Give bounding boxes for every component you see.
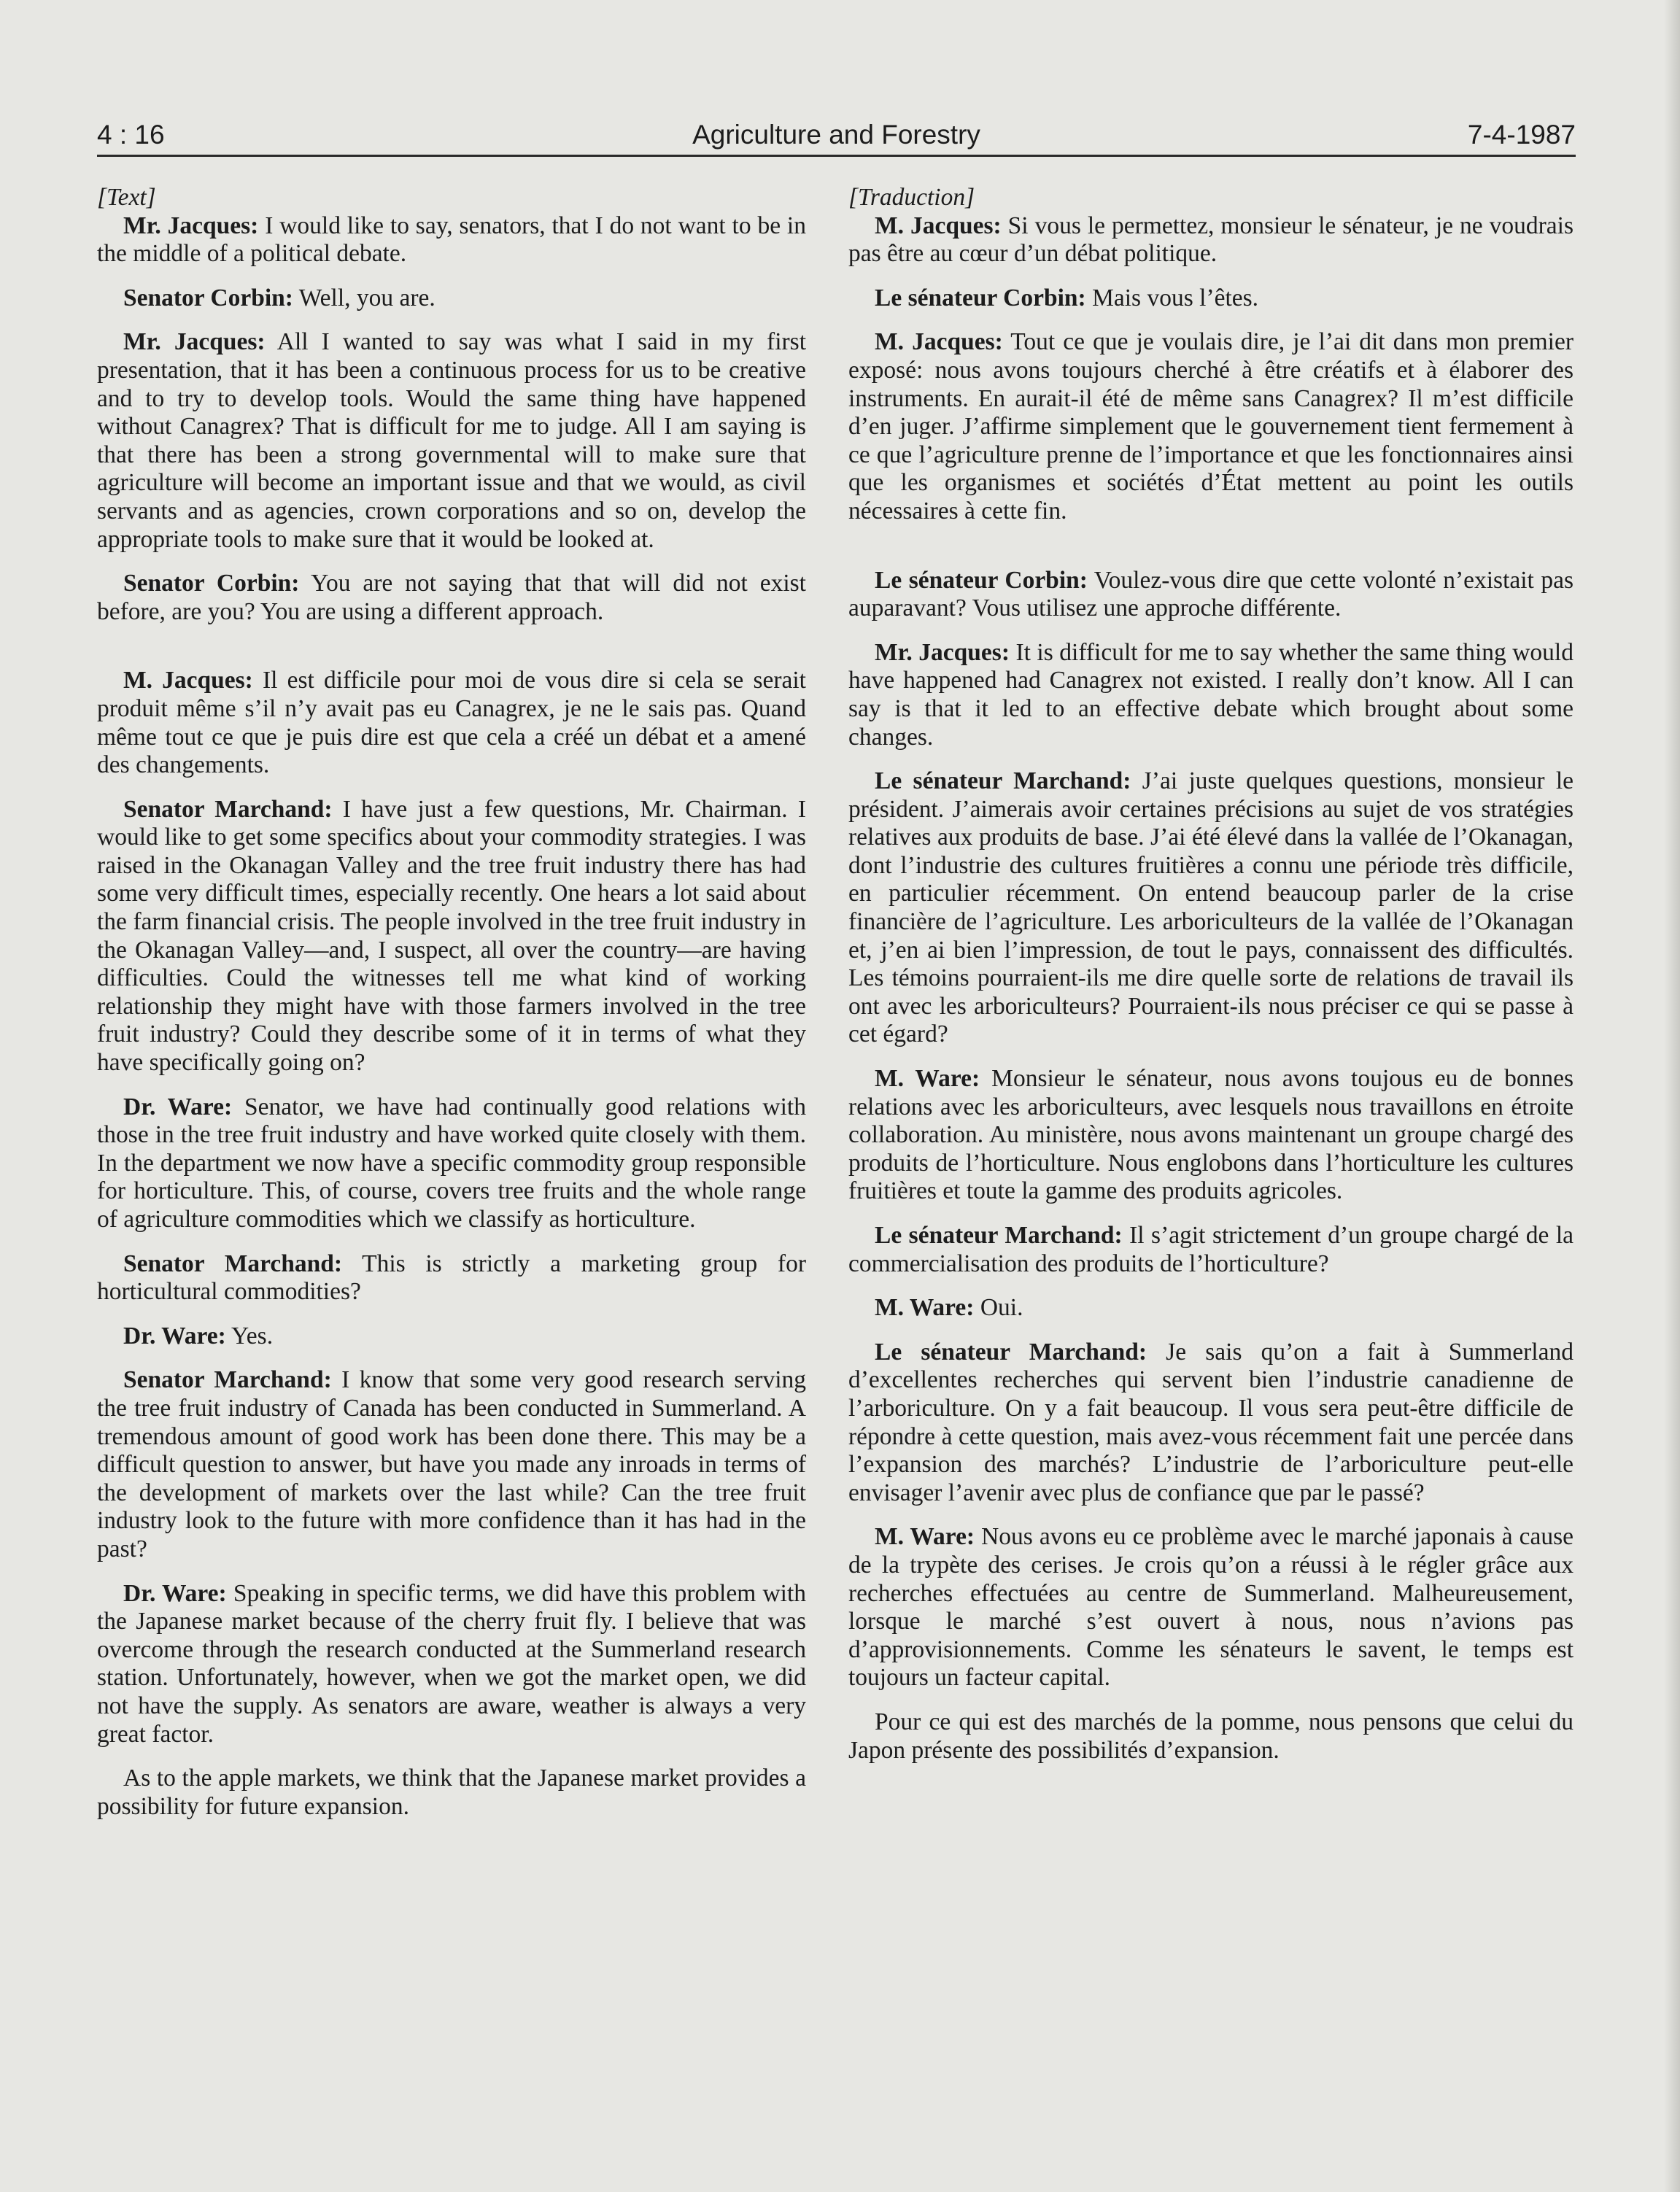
paragraph bbox=[848, 567, 1573, 623]
paragraph bbox=[97, 1093, 806, 1234]
paragraph bbox=[97, 1580, 806, 1749]
speaker: Senator Corbin: bbox=[123, 284, 293, 311]
speech: I would like to say, senators, that I do not want to be in the middle of a political debate. bbox=[97, 212, 806, 268]
paragraph bbox=[97, 796, 806, 1077]
speaker: Senator Corbin: bbox=[123, 570, 300, 597]
paragraph bbox=[848, 284, 1573, 313]
speaker: Mr. Jacques: bbox=[123, 212, 259, 239]
paragraph bbox=[848, 1708, 1573, 1765]
speech: Voulez-vous dire que cette volonté n’existait pas auparavant? Vous utilisez une approche différente. bbox=[848, 566, 1573, 622]
left-column bbox=[97, 184, 806, 1837]
speaker: M. Jacques: bbox=[123, 667, 253, 694]
speech: I have just a few questions, Mr. Chairman. I would like to get some specifics about your commodity strategies. I was raised in the Okanagan Valley and the tree fruit industry there has had some very difficult times, especially recently. One hears a lot said about the farm financial crisis. The people involved in the tree fruit industry in the Okanagan Valley—and, I suspect, all over the country—are having difficulties. Could the witnesses tell me what kind of working relationship they might have with those farmers involved in the tree fruit industry? Could they describe some of it in terms of what they have specifically going on? bbox=[97, 795, 806, 1077]
speech: I know that some very good research serving the tree fruit industry of Canada has been conducted in Summerland. A tremendous amount of good work has been done there. This may be a difficult question to answer, but have you made any inroads in terms of the development of markets over the last while? Can the tree fruit industry look to the future with more confidence than it has had in the past? bbox=[97, 1366, 806, 1562]
speech: Tout ce que je voulais dire, je l’ai dit dans mon premier exposé: nous avons toujours cherché à être créatifs et à élaborer des instruments. En aurait-il été de même sans Canagrex? Il m’est difficile d’en juger. J’affirme simplement que le gouvernement tient fermement à ce que l’agriculture prenne de l’importance et que les fonctionnaires ainsi que les organismes et sociétés d’État mettent au point les outils nécessaires à cette fin. bbox=[848, 328, 1573, 524]
speaker: M. Jacques: bbox=[875, 212, 1002, 239]
paragraph bbox=[848, 767, 1573, 1049]
spacer bbox=[97, 642, 806, 667]
paragraph bbox=[848, 212, 1573, 268]
paragraph bbox=[848, 1523, 1573, 1692]
paragraph bbox=[848, 1294, 1573, 1322]
speaker: Le sénateur Corbin: bbox=[875, 566, 1088, 594]
speech: Il est difficile pour moi de vous dire si cela se serait produit même s’il n’y avait pas eu Canagrex, je ne le sais pas. Quand même tout ce que je puis dire est que cela a créé un débat et a amené des changements. bbox=[97, 667, 806, 779]
language-tag: [Traduction] bbox=[848, 184, 975, 211]
paragraph bbox=[97, 1322, 806, 1351]
language-tag: [Text] bbox=[97, 184, 156, 211]
paragraph bbox=[97, 1250, 806, 1306]
speaker: Le sénateur Marchand: bbox=[875, 1222, 1123, 1249]
paragraph bbox=[97, 212, 806, 268]
paragraph bbox=[97, 1765, 806, 1821]
speaker: Le sénateur Marchand: bbox=[875, 1338, 1147, 1366]
speaker: M. Jacques: bbox=[875, 328, 1003, 356]
speaker: Senator Marchand: bbox=[123, 1366, 332, 1394]
speech: Si vous le permettez, monsieur le sénateur, je ne voudrais pas être au cœur d’un débat politique. bbox=[848, 212, 1573, 268]
speech: As to the apple markets, we think that the Japanese market provides a possibility for future expansion. bbox=[97, 1765, 806, 1820]
speech: You are not saying that that will did not exist before, are you? You are using a different approach. bbox=[97, 570, 806, 625]
paragraph bbox=[848, 328, 1573, 525]
speech: It is difficult for me to say whether the same thing would have happened had Canagrex not existed. I really don’t know. All I can say is that it led to an effective debate which brought about some changes. bbox=[848, 638, 1573, 751]
speaker: Le sénateur Marchand: bbox=[875, 767, 1131, 795]
speaker: Senator Marchand: bbox=[123, 1250, 343, 1277]
paragraph bbox=[97, 570, 806, 626]
speech: Pour ce qui est des marchés de la pomme, nous pensons que celui du Japon présente des possibilités d’expansion. bbox=[848, 1708, 1573, 1764]
spacer bbox=[848, 542, 1573, 567]
publication-title: Agriculture and Forestry bbox=[692, 120, 980, 150]
paragraph bbox=[848, 1339, 1573, 1508]
speech: J’ai juste quelques questions, monsieur le président. J’aimerais avoir certaines précisions au sujet de vos stratégies relatives aux produits de base. J’ai été élevé dans la vallée de l’Okanagan, dont l’industrie des cultures fruitières a connu une période très difficile, en particulier récemment. On entend beaucoup parler de la crise financière de l’agriculture. Les arboriculteurs de la vallée de l’Okanagan et, j’en ai bien l’impression, de tout le pays, connaissent des difficultés. Les témoins pourraient-ils me dire quelle sorte de relations de travail ils ont avec les arboriculteurs? Pourraient-ils nous préciser ce qui se passe à cet égard? bbox=[848, 767, 1573, 1048]
speaker: Dr. Ware: bbox=[123, 1579, 227, 1607]
speech: Monsieur le sénateur, nous avons toujous eu de bonnes relations avec les arboriculteurs, avec lesquels nous travaillons en étroite collaboration. Au ministère, nous avons maintenant un groupe chargé des produits de l’horticulture. Nous englobons dans l’horticulture les cultures fruitières et toute la gamme des produits agricoles. bbox=[848, 1065, 1573, 1205]
page-edge-shadow bbox=[1664, 0, 1680, 2192]
speaker: M. Ware: bbox=[875, 1065, 980, 1093]
paragraph bbox=[848, 1222, 1573, 1278]
right-column bbox=[848, 184, 1573, 1781]
speaker: Mr. Jacques: bbox=[123, 328, 266, 356]
paragraph bbox=[848, 639, 1573, 751]
speech: Il s’agit strictement d’un groupe chargé de la commercialisation des produits de l’horticulture? bbox=[848, 1222, 1573, 1277]
issue-date: 7-4-1987 bbox=[1467, 120, 1576, 150]
speaker: Le sénateur Corbin: bbox=[875, 284, 1086, 311]
speaker: Senator Marchand: bbox=[123, 795, 333, 823]
page-header bbox=[97, 109, 1576, 157]
speaker: M. Ware: bbox=[875, 1294, 975, 1322]
speech: Senator, we have had continually good relations with those in the tree fruit industry and have worked quite closely with them. In the department we now have a specific commodity group responsible for horticulture. This, of course, covers tree fruits and the whole range of agriculture commodities which we classify as horticulture. bbox=[97, 1093, 806, 1233]
speaker: Mr. Jacques: bbox=[875, 638, 1010, 666]
speech: All I wanted to say was what I said in my first presentation, that it has been a continuous process for us to be creative and to try to develop tools. Would the same thing have happened without Canagrex? That is difficult for me to judge. All I am saying is that there has been a strong governmental will to make sure that agriculture will become an important issue and that we would, as civil servants and as agencies, crown corporations and so on, develop the appropriate tools to make sure that it would be looked at. bbox=[97, 328, 806, 553]
paragraph bbox=[848, 1065, 1573, 1206]
speaker: Dr. Ware: bbox=[123, 1093, 233, 1120]
paragraph bbox=[97, 667, 806, 779]
speech: Speaking in specific terms, we did have this problem with the Japanese market because of the cherry fruit fly. I believe that was overcome through the research conducted at the Summerland research station. Unfortunately, however, when we got the market open, we did not have the supply. As senators are aware, weather is always a very great factor. bbox=[97, 1579, 807, 1748]
paragraph bbox=[97, 1366, 806, 1563]
speech: Well, you are. bbox=[293, 284, 436, 311]
page-number: 4 : 16 bbox=[97, 120, 165, 150]
speech: Oui. bbox=[974, 1294, 1023, 1322]
speaker: M. Ware: bbox=[875, 1523, 975, 1551]
speaker: Dr. Ware: bbox=[123, 1322, 226, 1349]
speech: Yes. bbox=[225, 1322, 274, 1349]
speech: Mais vous l’êtes. bbox=[1085, 284, 1259, 311]
speech: Je sais qu’on a fait à Summerland d’excellentes recherches qui servent bien l’industrie canadienne de l’arboriculture. On y a fait beaucoup. Il vous sera peut-être difficile de répondre à cette question, mais avez-vous récemment fait une percée dans l’expansion des marchés? L’industrie de l’arboriculture peut-elle envisager l’avenir avec plus de confiance que par le passé? bbox=[848, 1338, 1573, 1506]
speech: Nous avons eu ce problème avec le marché japonais à cause de la trypète des cerises. Je crois qu’on a réussi à le régler grâce aux recherches effectuées au centre de Summerland. Malheureusement, lorsque le marché s’est ouvert à nous, nous n’avions pas d’approvisionnements. Comme les sénateurs le savent, le temps est toujours un facteur capital. bbox=[848, 1523, 1573, 1692]
paragraph bbox=[97, 284, 806, 313]
paragraph bbox=[97, 328, 806, 554]
speech: This is strictly a marketing group for horticultural commodities? bbox=[97, 1250, 806, 1306]
